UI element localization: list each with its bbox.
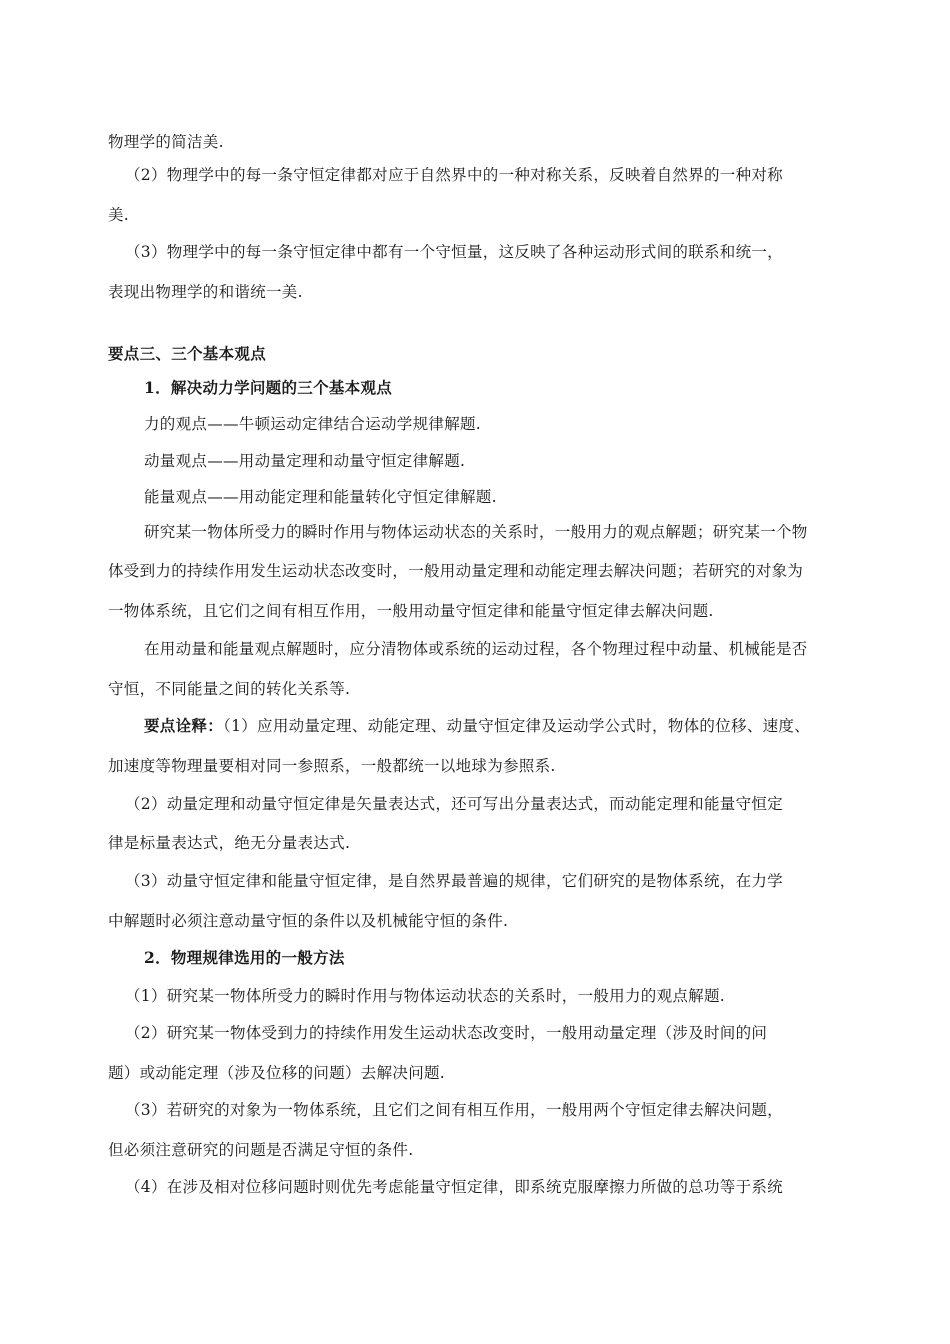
paragraph-line: 题）或动能定理（涉及位移的问题）去解决问题. <box>108 1064 446 1082</box>
paragraph-line: 表现出物理学的和谐统一美. <box>108 283 303 301</box>
paragraph-line: 中解题时必须注意动量守恒的条件以及机械能守恒的条件. <box>108 912 509 930</box>
paragraph-line: 研究某一物体所受力的瞬时作用与物体运动状态的关系时，一般用力的观点解题；研究某一个物 <box>144 523 808 541</box>
paragraph-line: （2）研究某一物体受到力的持续作用发生运动状态改变时，一般用动量定理（涉及时间的问 <box>125 1024 768 1042</box>
subsection-heading: 1．解决动力学问题的三个基本观点 <box>144 378 393 397</box>
paragraph-line: （2）动量定理和动量守恒定律是矢量表达式，还可写出分量表达式，而动能定理和能量守恒定 <box>125 795 783 813</box>
subsection-heading: 2．物理规律选用的一般方法 <box>144 948 345 967</box>
viewpoint-line: 动量观点——用动量定理和动量守恒定律解题. <box>144 452 466 470</box>
note-label: 要点诠释： <box>144 716 224 735</box>
paragraph-line: （3）若研究的对象为一物体系统，且它们之间有相互作用，一般用两个守恒定律去解决问题， <box>125 1101 783 1119</box>
paragraph-line: （4）在涉及相对位移问题时则优先考虑能量守恒定律，即系统克服摩擦力所做的总功等于系统 <box>125 1178 783 1196</box>
paragraph-line: （1）研究某一物体所受力的瞬时作用与物体运动状态的关系时，一般用力的观点解题. <box>125 987 725 1005</box>
paragraph-line: （3）物理学中的每一条守恒定律中都有一个守恒量，这反映了各种运动形式间的联系和统一， <box>125 243 783 261</box>
paragraph-line: 但必须注意研究的问题是否满足守恒的条件. <box>108 1141 414 1159</box>
paragraph-line: 体受到力的持续作用发生运动状态改变时，一般用动量定理和动能定理去解决问题；若研究的对象为 <box>108 562 804 580</box>
note-text: （1）应用动量定理、动能定理、动量守恒定律及运动学公式时，物体的位移、速度、 <box>223 717 811 735</box>
paragraph-line: 物理学的简洁美. <box>108 133 224 151</box>
paragraph-line: 律是标量表达式，绝无分量表达式. <box>108 834 351 852</box>
viewpoint-line: 力的观点——牛顿运动定律结合运动学规律解题. <box>144 415 482 433</box>
section-heading: 要点三、三个基本观点 <box>108 344 267 363</box>
paragraph-line: 加速度等物理量要相对同一参照系，一般都统一以地球为参照系. <box>108 757 556 775</box>
paragraph-line: （3）动量守恒定律和能量守恒定律，是自然界最普遍的规律，它们研究的是物体系统，在力学 <box>125 872 783 890</box>
paragraph-line: 守恒，不同能量之间的转化关系等. <box>108 680 351 698</box>
paragraph-line: （2）物理学中的每一条守恒定律都对应于自然界中的一种对称关系，反映着自然界的一种对称 <box>125 166 783 184</box>
paragraph-line: 一物体系统，且它们之间有相互作用，一般用动量守恒定律和能量守恒定律去解决问题. <box>108 602 714 620</box>
note-line <box>144 716 810 736</box>
viewpoint-line: 能量观点——用动能定理和能量转化守恒定律解题. <box>144 488 497 506</box>
paragraph-line: 在用动量和能量观点解题时，应分清物体或系统的运动过程，各个物理过程中动量、机械能是否 <box>144 640 808 658</box>
paragraph-line: 美. <box>108 206 130 224</box>
